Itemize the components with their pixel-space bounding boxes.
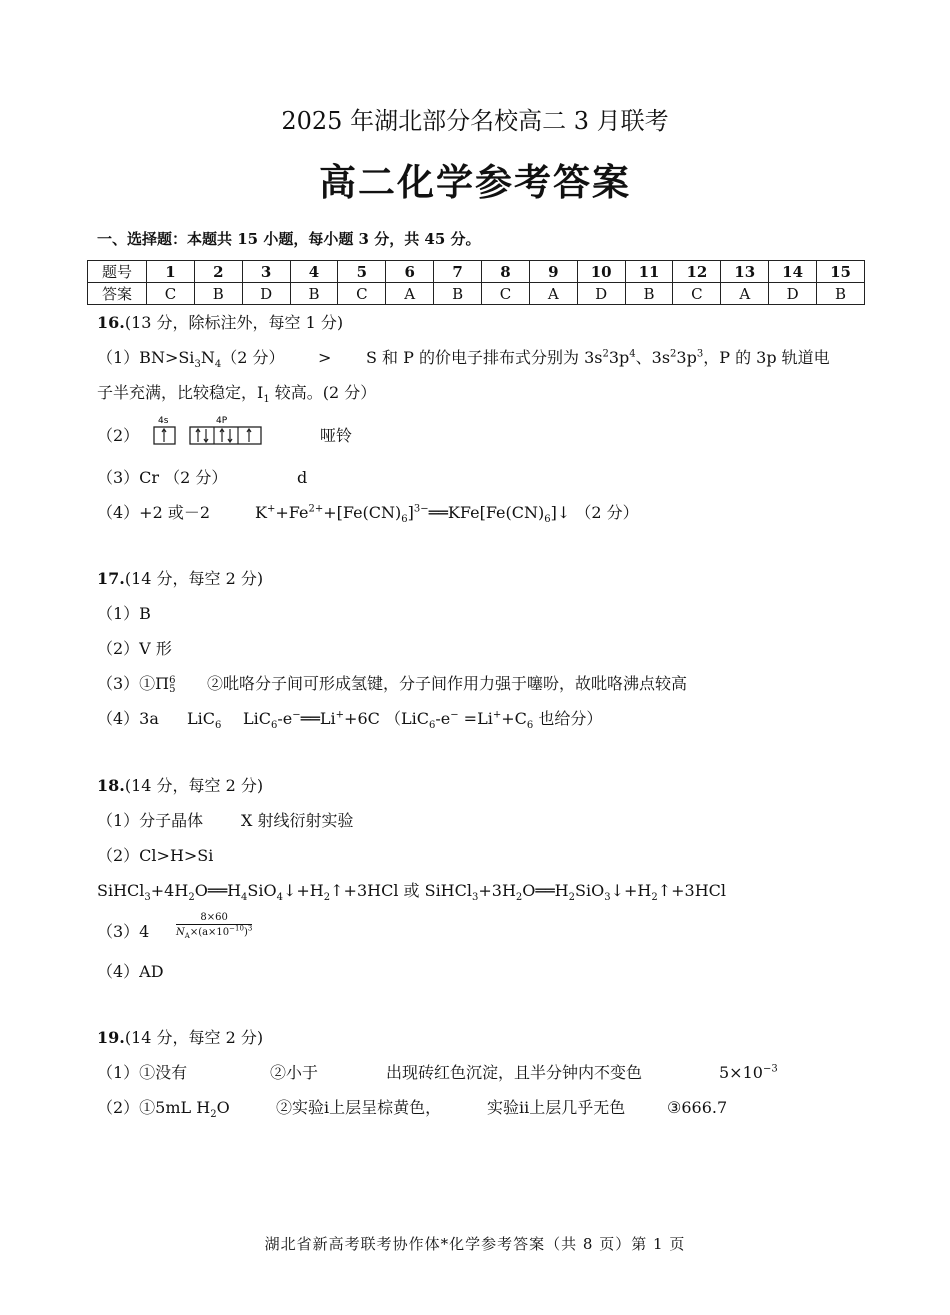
q19-part1-d: $5\times 10^{-3}$ [719, 1063, 778, 1082]
q19-part2-d: 实验ⅱ上层几乎无色 [487, 1098, 626, 1117]
answer-cell: C [482, 283, 530, 305]
q19-part1-b: ②小于 [270, 1063, 319, 1082]
q17-part3-pi: （3）①Π 6 5 [97, 674, 176, 695]
question-number: 1 [147, 261, 195, 283]
q16-score-note: (13 分，除标注外，每空 1 分) [124, 313, 344, 332]
q18-part1-b: X 射线衍射实验 [241, 811, 354, 830]
electron-up-arrow [162, 429, 166, 442]
q19-score-note: (14 分，每空 2 分) [124, 1028, 264, 1047]
density-fraction [176, 912, 252, 939]
answer-cell: B [817, 283, 865, 305]
question-number: 7 [434, 261, 482, 283]
q18-score-note: (14 分，每空 2 分) [124, 776, 264, 795]
q16-part4-equation: $K^++Fe^{2+}+[Fe(CN)_6]^{3-}══KFe[Fe(CN)_6]↓$ （2 分） [255, 503, 639, 526]
q16-part2-label: （2） [97, 426, 140, 445]
fraction-numerator: 8×60 [176, 912, 252, 925]
question-number: 3 [242, 261, 290, 283]
answer-table-number-row [88, 261, 865, 283]
q17-score-note: (14 分，每空 2 分) [124, 569, 264, 588]
answer-table-answer-row [88, 283, 865, 305]
q17-part4-formula: LiC$_6$ [187, 709, 222, 732]
exam-title: 2025 年湖北部分名校高二 3 月联考 [281, 107, 669, 135]
q17-part2: （2）V 形 [97, 639, 172, 658]
question-number: 9 [529, 261, 577, 283]
answer-cell: D [577, 283, 625, 305]
answer-cell: B [194, 283, 242, 305]
question-number: 4 [290, 261, 338, 283]
answer-cell: B [290, 283, 338, 305]
answer-cell: A [721, 283, 769, 305]
orbital-diagram [153, 414, 265, 452]
question-number: 14 [769, 261, 817, 283]
q16-part4-answer: （4）+2 或－2 [97, 503, 211, 522]
answer-cell: A [529, 283, 577, 305]
orbital-diagram-svg [153, 414, 265, 448]
q16-part3-answer: （3）Cr （2 分） [97, 468, 228, 487]
q18-number: 18. [97, 776, 125, 795]
answer-cell: C [673, 283, 721, 305]
answer-cell: B [434, 283, 482, 305]
q17-part4-equation: LiC$_6$-e−══Li++6C （$LiC_6-e^- =Li^++C_6$ 也给分） [243, 709, 603, 732]
answer-table [87, 260, 865, 305]
answer-cell: D [242, 283, 290, 305]
question-number: 15 [817, 261, 865, 283]
orbital-4s-label: 4s [158, 416, 169, 426]
answer-cell: C [338, 283, 386, 305]
question-number: 12 [673, 261, 721, 283]
question-number: 13 [721, 261, 769, 283]
question-number: 5 [338, 261, 386, 283]
q16-part1-answer: $(1)BN>Si_3N_4(2$ 分） [97, 348, 285, 371]
q19-part2-a: （2）①5mL $H_2O$ [97, 1098, 230, 1121]
q16-part1-reason: S 和 P 的价电子排布式分别为 $3s^23p^4$、$3s^23p^3$，P 的 3p 轨道电 [366, 348, 830, 367]
q16-part1-compare: > [318, 348, 332, 367]
q19-number: 19. [97, 1028, 125, 1047]
q17-part1: （1）B [97, 604, 151, 623]
answer-cell: D [769, 283, 817, 305]
q16-part1-reason-cont: 子半充满，比较稳定，$I_1$ 较高。(2 分） [97, 383, 377, 406]
question-number: 11 [625, 261, 673, 283]
row-label-answer: 答案 [88, 283, 147, 305]
electron-down-arrow [228, 429, 232, 442]
q18-part1-a: （1）分子晶体 [97, 811, 204, 830]
orbital-4p-box [190, 427, 261, 444]
q19-heading [97, 1028, 263, 1048]
q18-part3-fraction [176, 912, 252, 939]
orbital-4p-label: 4P [216, 416, 228, 426]
q18-heading [97, 776, 263, 796]
electron-down-arrow [204, 429, 208, 442]
q18-part3-a: （3）4 [97, 922, 150, 941]
question-number: 2 [194, 261, 242, 283]
question-number: 10 [577, 261, 625, 283]
q17-number: 17. [97, 569, 125, 588]
question-number: 6 [386, 261, 434, 283]
q19-part1-c: 出现砖红色沉淀，且半分钟内不变色 [386, 1063, 643, 1082]
electron-up-arrow [196, 429, 200, 442]
q16-part3-block: d [297, 468, 308, 487]
row-label-question: 题号 [88, 261, 147, 283]
q19-part2-c: ②实验ⅰ上层呈棕黄色， [276, 1098, 442, 1117]
fraction-denominator: $N_A\times(a\times 10^{-10})^3$ [176, 924, 253, 940]
answer-cell: C [147, 283, 195, 305]
q17-part4-a: （4）3a [97, 709, 159, 728]
answer-cell: A [386, 283, 434, 305]
q16-part2-shape: 哑铃 [320, 426, 353, 445]
q18-part4: （4）AD [97, 962, 164, 981]
q17-heading [97, 569, 263, 589]
q18-part2-equation: $SiHCl_3+4H_2O══H_4SiO_4↓+H_2↑+3HCl$ 或 $SiHCl_3+3H_2O══H_2SiO_3↓+H_2↑+3HCl$ [97, 881, 727, 904]
electron-up-arrow [220, 429, 224, 442]
q19-part1-a: （1）①没有 [97, 1063, 188, 1082]
question-number: 8 [482, 261, 530, 283]
q16-number: 16. [97, 313, 125, 332]
section1-heading: 一、选择题：本题共 15 小题，每小题 3 分，共 45 分。 [97, 230, 481, 248]
electron-up-arrow [247, 429, 251, 442]
doc-title: 高二化学参考答案 [319, 160, 631, 204]
q17-part3-reason: ②吡咯分子间可形成氢键，分子间作用力强于噻吩，故吡咯沸点较高 [207, 674, 688, 693]
q19-part2-e: ③666.7 [667, 1098, 728, 1117]
q18-part2: （2）Cl>H>Si [97, 846, 214, 865]
answer-cell: B [625, 283, 673, 305]
page-footer: 湖北省新高考联考协作体*化学参考答案（共 8 页）第 1 页 [264, 1235, 686, 1253]
q16-heading [97, 313, 343, 333]
